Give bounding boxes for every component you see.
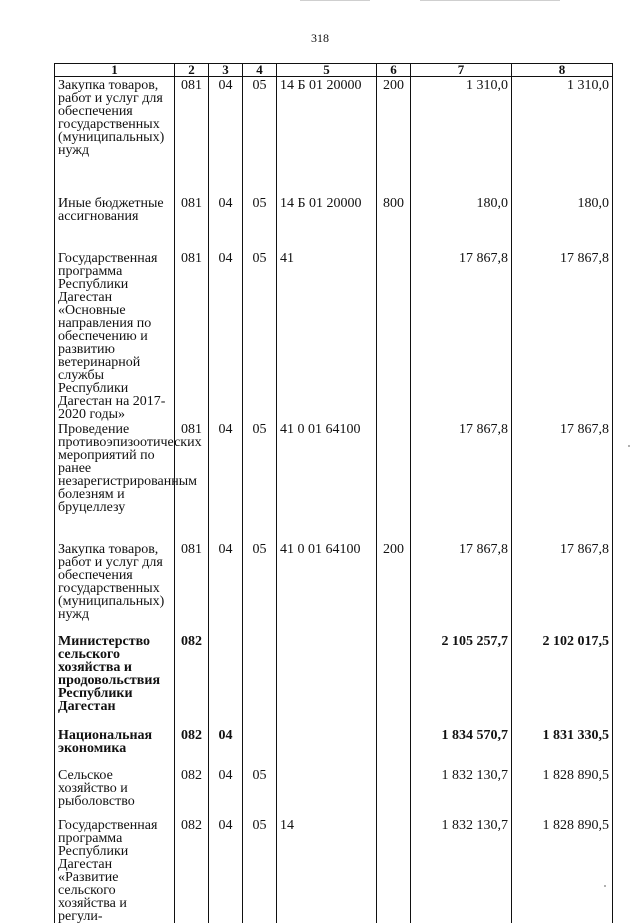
row-rz: 04 (209, 77, 243, 195)
column-header-5: 5 (277, 64, 377, 77)
row-name: Иные бюджетные ассигнования (55, 195, 175, 250)
row-sum-2: 1 828 890,5 (512, 767, 613, 817)
table-row (55, 767, 613, 817)
row-sum-2: 2 102 017,5 (512, 633, 613, 727)
page-number: 318 (311, 31, 329, 45)
row-sum-1: 1 832 130,7 (411, 767, 512, 817)
row-pr: 05 (243, 541, 277, 633)
row-sum-1: 17 867,8 (411, 421, 512, 541)
column-header-7: 7 (411, 64, 512, 77)
row-name: Сельское хозяйство и рыболовство (55, 767, 175, 817)
row-ved: 082 (175, 727, 209, 767)
row-rz: 04 (209, 421, 243, 541)
row-ved: 081 (175, 421, 209, 541)
row-rz: 04 (209, 767, 243, 817)
scan-speck (628, 445, 630, 447)
row-sum-1: 180,0 (411, 195, 512, 250)
row-vr (377, 767, 411, 817)
row-name: Государственная программа Республики Дагестан «Основные направления по обеспечению и развитию ветеринарной службы Республики Дагестан на 2017-2020 годы» (55, 250, 175, 421)
row-sum-2: 17 867,8 (512, 421, 613, 541)
row-name: Государственная программа Республики Дагестан «Развитие сельского хозяйства и регули- (55, 817, 175, 923)
row-sum-1: 1 310,0 (411, 77, 512, 195)
row-csr: 14 Б 01 20000 (277, 195, 377, 250)
scan-top-rule-right (420, 0, 560, 1)
table-row (55, 77, 613, 195)
row-sum-1: 1 832 130,7 (411, 817, 512, 923)
row-ved: 081 (175, 541, 209, 633)
row-ved: 081 (175, 250, 209, 421)
table-body (55, 77, 613, 923)
row-sum-2: 180,0 (512, 195, 613, 250)
row-vr (377, 633, 411, 727)
scan-speck (604, 885, 606, 887)
row-csr: 41 0 01 64100 (277, 421, 377, 541)
row-sum-2: 1 831 330,5 (512, 727, 613, 767)
row-vr: 200 (377, 541, 411, 633)
row-pr (243, 633, 277, 727)
row-sum-2: 1 828 890,5 (512, 817, 613, 923)
row-csr (277, 727, 377, 767)
row-ved: 082 (175, 817, 209, 923)
row-csr: 14 (277, 817, 377, 923)
row-csr: 41 0 01 64100 (277, 541, 377, 633)
row-pr: 05 (243, 77, 277, 195)
row-ved: 082 (175, 767, 209, 817)
budget-table (54, 63, 613, 923)
row-vr (377, 817, 411, 923)
column-header-6: 6 (377, 64, 411, 77)
column-header-1: 1 (55, 64, 175, 77)
row-sum-2: 17 867,8 (512, 541, 613, 633)
column-header-8: 8 (512, 64, 613, 77)
row-rz (209, 633, 243, 727)
column-header-3: 3 (209, 64, 243, 77)
table-row (55, 195, 613, 250)
row-pr: 05 (243, 817, 277, 923)
row-pr (243, 727, 277, 767)
row-csr: 41 (277, 250, 377, 421)
row-vr: 200 (377, 77, 411, 195)
row-sum-2: 17 867,8 (512, 250, 613, 421)
column-number-row (55, 64, 613, 77)
row-name: Министерство сельского хозяйства и продовольствия Республики Дагестан (55, 633, 175, 727)
row-pr: 05 (243, 421, 277, 541)
table-row (55, 817, 613, 923)
row-vr (377, 250, 411, 421)
row-ved: 081 (175, 195, 209, 250)
row-rz: 04 (209, 817, 243, 923)
row-vr (377, 421, 411, 541)
row-name: Проведение противоэпизоотических мероприятий по ранее незарегистрированным болезням и бруцеллезу (55, 421, 175, 541)
table-row (55, 250, 613, 421)
row-pr: 05 (243, 767, 277, 817)
row-name: Закупка товаров, работ и услуг для обеспечения государственных (муниципальных) нужд (55, 541, 175, 633)
row-name: Национальная экономика (55, 727, 175, 767)
column-header-2: 2 (175, 64, 209, 77)
row-rz: 04 (209, 250, 243, 421)
row-sum-1: 17 867,8 (411, 250, 512, 421)
row-sum-2: 1 310,0 (512, 77, 613, 195)
row-vr (377, 727, 411, 767)
row-pr: 05 (243, 195, 277, 250)
column-header-4: 4 (243, 64, 277, 77)
row-name: Закупка товаров, работ и услуг для обеспечения государственных (муниципальных) нужд (55, 77, 175, 195)
table-row (55, 633, 613, 727)
row-ved: 081 (175, 77, 209, 195)
row-rz: 04 (209, 541, 243, 633)
row-csr (277, 633, 377, 727)
table-row (55, 421, 613, 541)
row-csr (277, 767, 377, 817)
row-sum-1: 1 834 570,7 (411, 727, 512, 767)
scan-top-rule-left (300, 0, 370, 1)
row-rz: 04 (209, 727, 243, 767)
row-csr: 14 Б 01 20000 (277, 77, 377, 195)
row-sum-1: 2 105 257,7 (411, 633, 512, 727)
row-pr: 05 (243, 250, 277, 421)
row-vr: 800 (377, 195, 411, 250)
row-sum-1: 17 867,8 (411, 541, 512, 633)
table-row (55, 727, 613, 767)
row-ved: 082 (175, 633, 209, 727)
table-row (55, 541, 613, 633)
row-rz: 04 (209, 195, 243, 250)
